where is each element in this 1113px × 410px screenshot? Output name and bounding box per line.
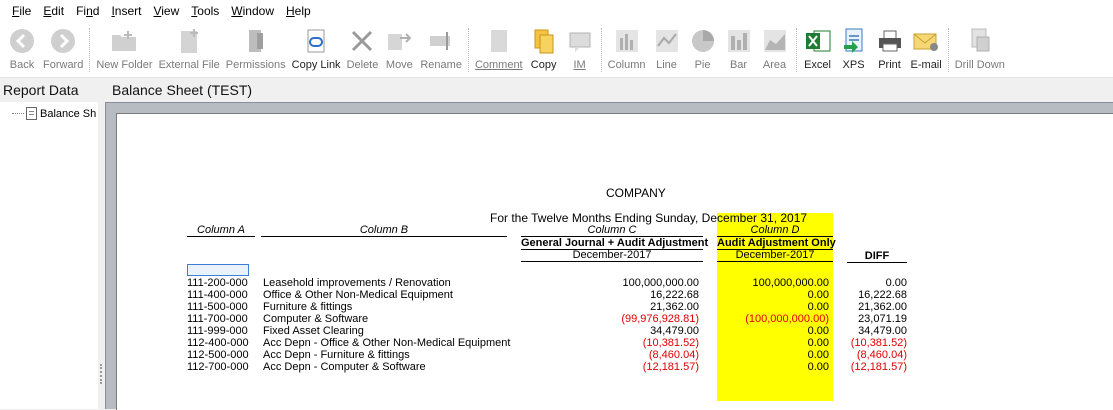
excel-button[interactable] — [800, 22, 836, 78]
menu-item-accelerator: E — [43, 4, 52, 18]
menu-item-accelerator: H — [285, 4, 295, 18]
account-code: 111-999-000 — [187, 325, 248, 337]
menu-item-text: dit — [51, 4, 65, 18]
column-d-label: Column D — [750, 224, 800, 236]
report-viewer — [105, 102, 1113, 409]
im-icon — [565, 26, 595, 56]
selected-cell[interactable] — [187, 264, 249, 276]
delete-x-icon — [347, 26, 377, 56]
copy-icon — [529, 26, 559, 56]
area-label: Area — [762, 59, 787, 71]
column-chart-icon — [612, 26, 642, 56]
copy-link-label: Copy Link — [291, 59, 341, 71]
line-chart-button[interactable] — [649, 22, 685, 78]
account-description: Office & Other Non-Medical Equipment — [263, 289, 453, 301]
splitter-grip[interactable] — [100, 364, 102, 384]
excel-label: Excel — [804, 59, 831, 71]
tree-item-label: Balance Sh — [40, 107, 97, 120]
copy-link-button[interactable] — [289, 22, 344, 78]
tree-connector — [12, 113, 24, 114]
diff-value: 23,071.19 — [858, 313, 907, 325]
account-description: Leasehold improvements / Renovation — [263, 277, 451, 289]
diff-value: 21,362.00 — [858, 301, 907, 313]
column-c-value: (10,381.52) — [642, 337, 699, 349]
area-chart-button[interactable] — [757, 22, 793, 78]
new-folder-button[interactable] — [93, 22, 155, 78]
column-d-value: 0.00 — [807, 349, 829, 361]
column-d-value: 0.00 — [807, 361, 829, 373]
toolbar-separator — [468, 28, 469, 72]
comment-icon — [484, 26, 514, 56]
column-c-value: 21,362.00 — [650, 301, 699, 313]
account-code: 112-500-000 — [187, 349, 249, 361]
column-d-date-text: December-2017 — [735, 249, 815, 261]
permissions-button[interactable] — [223, 22, 289, 78]
copy-label: Copy — [530, 59, 557, 71]
column-d-title — [717, 236, 836, 250]
diff-value: 0.00 — [885, 277, 907, 289]
menu-item-text: d — [92, 4, 100, 18]
permissions-icon — [241, 26, 271, 56]
account-code: 111-200-000 — [187, 277, 248, 289]
menu-item-text: indow — [242, 4, 274, 18]
menu-item-text: ile — [19, 4, 32, 18]
menu-item[interactable] — [280, 0, 317, 22]
toolbar-separator — [89, 28, 90, 72]
drill-down-icon — [965, 26, 995, 56]
toolbar-separator — [601, 28, 602, 72]
column-d-value: 0.00 — [807, 301, 829, 313]
account-description: Acc Depn - Computer & Software — [263, 361, 426, 373]
forward-button[interactable] — [40, 22, 86, 78]
column-c-title — [521, 236, 709, 250]
print-button[interactable] — [872, 22, 908, 78]
diff-value: 16,222.68 — [858, 289, 907, 301]
email-envelope-icon — [911, 26, 941, 56]
menu-item-text: Fi — [76, 4, 87, 18]
menu-item-accelerator: W — [231, 4, 243, 18]
account-code: 111-500-000 — [187, 301, 248, 313]
forward-label: Forward — [43, 59, 84, 71]
column-c-date-text: December-2017 — [572, 249, 652, 261]
permissions-label: Permissions — [225, 59, 286, 71]
excel-icon — [803, 26, 833, 56]
move-label: Move — [385, 59, 413, 71]
column-c-value: (8,460.04) — [648, 349, 699, 361]
folder-icon — [109, 26, 139, 56]
column-d-date — [717, 249, 833, 262]
bar-chart-button[interactable] — [721, 22, 757, 78]
account-code: 112-400-000 — [187, 337, 249, 349]
email-button[interactable] — [908, 22, 945, 78]
column-d-value: 0.00 — [807, 337, 829, 349]
external-file-icon — [174, 26, 204, 56]
column-c-value: (99,976,928.81) — [621, 313, 699, 325]
account-description: Furniture & fittings — [263, 301, 353, 313]
move-icon — [384, 26, 414, 56]
menu-item-text: elp — [294, 4, 311, 18]
menu-item-accelerator: I — [111, 4, 115, 18]
column-b-label: Column B — [359, 224, 409, 236]
menu-item[interactable] — [37, 0, 70, 22]
report-data-header: Report Data — [3, 82, 79, 98]
account-description: Fixed Asset Clearing — [263, 325, 364, 337]
rename-label: Rename — [420, 59, 462, 71]
column-c-title-text: General Journal + Audit Adjustment — [521, 237, 709, 249]
account-description: Acc Depn - Furniture & fittings — [263, 349, 410, 361]
menu-item-accelerator: T — [191, 4, 198, 18]
pie-chart-button[interactable] — [685, 22, 721, 78]
account-code: 111-400-000 — [187, 289, 248, 301]
back-label: Back — [9, 59, 35, 71]
column-a-header — [187, 224, 255, 237]
column-d-title-text: Audit Adjustment Only — [717, 237, 836, 249]
diff-value: (8,460.04) — [856, 349, 907, 361]
column-chart-button[interactable] — [605, 22, 649, 78]
delete-button[interactable] — [344, 22, 382, 78]
menu-item-accelerator: n — [86, 4, 93, 18]
comment-label: Comment — [474, 59, 523, 71]
column-label: Column — [607, 59, 646, 71]
report-tree-pane — [0, 102, 98, 409]
menu-item[interactable] — [6, 0, 37, 22]
column-c-value: 16,222.68 — [650, 289, 699, 301]
diff-header — [847, 250, 907, 263]
rename-button[interactable] — [417, 22, 465, 78]
diff-value: 34,479.00 — [858, 325, 907, 337]
external-file-label: External File — [158, 59, 220, 71]
column-d-value: (100,000,000.00) — [745, 313, 829, 325]
line-chart-icon — [652, 26, 682, 56]
menu-item[interactable] — [147, 0, 185, 22]
copy-link-icon — [301, 26, 331, 56]
column-c-value: 100,000,000.00 — [622, 277, 699, 289]
pane-splitter[interactable] — [98, 102, 105, 409]
printer-icon — [875, 26, 905, 56]
document-icon — [26, 107, 37, 120]
pie-chart-icon — [688, 26, 718, 56]
rename-icon — [426, 26, 456, 56]
menu-item[interactable] — [105, 0, 147, 22]
column-d-header — [717, 224, 833, 236]
menu-item-text: iew — [161, 4, 180, 18]
report-tab-title[interactable]: Balance Sheet (TEST) — [112, 82, 253, 98]
im-label: IM — [573, 59, 586, 71]
bar-chart-icon — [724, 26, 754, 56]
back-arrow-icon — [7, 26, 37, 56]
account-description: Computer & Software — [263, 313, 369, 325]
diff-header-text: DIFF — [864, 250, 890, 262]
diff-value: (12,181.57) — [850, 361, 907, 373]
tree-item-balance-sheet[interactable] — [12, 107, 98, 120]
column-d-value: 0.00 — [807, 289, 829, 301]
column-a-label: Column A — [197, 224, 245, 236]
copy-button[interactable] — [526, 22, 562, 78]
toolbar-separator — [796, 28, 797, 72]
account-code: 112-700-000 — [187, 361, 249, 373]
drill-down-label: Drill Down — [954, 59, 1005, 71]
column-c-label: Column C — [587, 224, 637, 236]
email-label: E-mail — [910, 59, 942, 71]
column-d-value: 100,000,000.00 — [752, 277, 829, 289]
menu-item[interactable] — [225, 0, 280, 22]
column-c-value: 34,479.00 — [650, 325, 699, 337]
xps-button[interactable] — [836, 22, 872, 78]
new-folder-label: New Folder — [96, 59, 153, 71]
toolbar — [0, 22, 1113, 78]
line-label: Line — [656, 59, 677, 71]
back-button[interactable] — [4, 22, 40, 78]
drill-down-button[interactable] — [952, 22, 1008, 78]
column-c-value: (12,181.57) — [642, 361, 699, 373]
account-code: 111-700-000 — [187, 313, 248, 325]
comment-button[interactable] — [472, 22, 526, 78]
area-chart-icon — [760, 26, 790, 56]
diff-value: (10,381.52) — [850, 337, 907, 349]
external-file-button[interactable] — [156, 22, 223, 78]
xps-icon — [839, 26, 869, 56]
column-d-value: 0.00 — [807, 325, 829, 337]
account-description: Acc Depn - Office & Other Non-Medical Equipment — [263, 337, 511, 349]
column-c-header — [521, 224, 703, 236]
forward-arrow-icon — [48, 26, 78, 56]
menu-item[interactable] — [70, 0, 105, 22]
menu-item-text: nsert — [114, 4, 142, 18]
menu-bar — [0, 0, 1113, 22]
print-label: Print — [878, 59, 901, 71]
column-c-date — [521, 249, 703, 262]
menu-item[interactable] — [185, 0, 225, 22]
company-name: COMPANY — [606, 186, 666, 200]
menu-item-accelerator: V — [153, 4, 162, 18]
toolbar-separator — [948, 28, 949, 72]
report-period: For the Twelve Months Ending Sunday, December 31, 2017 — [490, 211, 808, 225]
xps-label: XPS — [842, 59, 865, 71]
im-button[interactable] — [562, 22, 598, 78]
menu-item-text: ools — [197, 4, 220, 18]
move-button[interactable] — [381, 22, 417, 78]
menu-item-accelerator: F — [12, 4, 20, 18]
bar-label: Bar — [729, 59, 748, 71]
delete-label: Delete — [346, 59, 379, 71]
report-page — [116, 113, 1113, 410]
pie-label: Pie — [694, 59, 711, 71]
column-b-header — [261, 224, 507, 237]
